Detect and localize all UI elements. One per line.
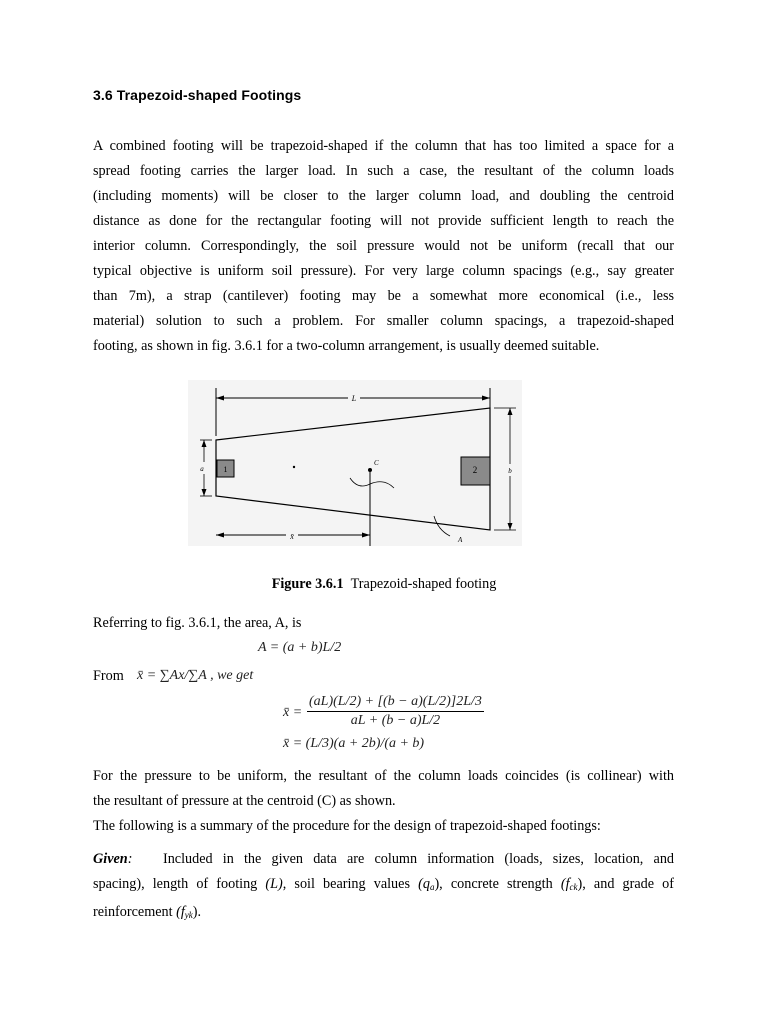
midpoint-dot-icon [293, 466, 295, 468]
bearing-symbol: (q [418, 876, 430, 892]
trapezoid-footing-figure [188, 380, 522, 546]
centroid-dot-icon [368, 468, 372, 472]
given-text-2b: , soil bearing values [282, 876, 419, 892]
uniform-line: the resultant of pressure at the centroid (C) as shown. [93, 793, 396, 809]
area-intro-text: Referring to fig. 3.6.1, the area, A, is [93, 615, 302, 631]
given-paragraph [93, 847, 674, 928]
length-label: L [351, 394, 357, 403]
given-line-1: Given: Included in the given data are column information (loads, sizes, location, and [93, 851, 675, 867]
intro-line: typical objective is uniform soil pressure). For very large column spacings (e.g., say greater [93, 263, 674, 279]
reinforcement-symbol: (f [176, 904, 185, 920]
intro-line: footing, as shown in fig. 3.6.1 for a two-column arrangement, is usually deemed suitable. [93, 338, 600, 354]
xbar-label: x̄ [290, 532, 294, 541]
given-text-2a: spacing), length of footing [93, 876, 266, 892]
intro-line: interior column. Correspondingly, the soil pressure would not be uniform (recall that our [93, 238, 674, 254]
uniform-pressure-paragraph [93, 764, 674, 839]
arrow-head-icon [202, 440, 207, 447]
centroid-definition-equation: x̄ = ∑Ax/∑A , we get [137, 668, 254, 683]
width-a-label: a [200, 465, 204, 473]
trapezoid-outline [216, 408, 490, 530]
arrow-head-icon [482, 396, 490, 401]
intro-paragraph [93, 134, 674, 359]
length-symbol: (L) [265, 876, 283, 892]
figure-caption-text: Trapezoid-shaped footing [350, 576, 497, 592]
area-equation: A = (a + b)L/2 [258, 640, 342, 655]
given-line-2 [93, 872, 674, 900]
column-1-label: 1 [223, 465, 228, 474]
arrow-head-icon [216, 533, 224, 538]
given-text-1: Included in the given data are column information (loads, sizes, location, and [162, 851, 675, 867]
uniform-line: The following is a summary of the procedure for the design of trapezoid-shaped footings: [93, 818, 601, 834]
figure-caption [0, 576, 768, 593]
centroid-label: C [374, 459, 379, 467]
arrow-head-icon [216, 396, 224, 401]
concrete-strength-symbol: (f [560, 876, 570, 892]
intro-line: distance as done for the rectangular footing will not provide sufficient length to reach the [93, 213, 674, 229]
given-label: Given [93, 851, 128, 867]
xbar-simplified-equation: x̄ = (L/3)(a + 2b)/(a + b) [283, 736, 425, 751]
from-label: From [93, 668, 124, 684]
section-heading: 3.6 Trapezoid-shaped Footings [93, 87, 302, 103]
column-2-label: 2 [472, 465, 478, 475]
given-text-2d: ), and grade of [577, 876, 675, 892]
centroid-arc [350, 478, 394, 488]
figure-caption-label: Figure 3.6.1 [271, 576, 344, 592]
intro-line: spread footing carries the larger load. In such a case, the resultant of the column loads [93, 163, 674, 179]
given-text-3a: reinforcement [93, 904, 177, 920]
arrow-head-icon [508, 408, 513, 415]
width-b-label: b [508, 467, 512, 475]
given-text-3b: ). [192, 904, 202, 920]
intro-line: A combined footing will be trapezoid-shaped if the column that has too limited a space for a [93, 138, 674, 154]
xbar-denominator: aL + (b − a)L/2 [350, 713, 441, 728]
arrow-head-icon [202, 489, 207, 496]
area-label: A [458, 536, 463, 544]
xbar-numerator: (aL)(L/2) + [(b − a)(L/2)]2L/3 [307, 694, 484, 712]
concrete-strength-subscript: ck [569, 882, 578, 892]
intro-line: material) solution to such a problem. For smaller column spacings, a trapezoid-shaped [93, 313, 674, 329]
xbar-fraction [307, 694, 484, 729]
arrow-head-icon [508, 523, 513, 530]
reinforcement-subscript: yk [184, 910, 193, 920]
arrow-head-icon [362, 533, 370, 538]
given-text-2c: ), concrete strength [434, 876, 561, 892]
bearing-subscript: a [429, 882, 435, 892]
uniform-line: For the pressure to be uniform, the resultant of the column loads coincides (is collinear) with [93, 768, 674, 784]
area-leader-line [434, 516, 450, 536]
intro-line: than 7m), a strap (cantilever) footing may be a somewhat more economical (i.e., less [93, 288, 674, 304]
given-line-3 [93, 900, 674, 928]
intro-line: (including moments) will be closer to the larger column load, and doubling the centroid [93, 188, 674, 204]
xbar-lhs: x̄ = [283, 705, 303, 720]
trapezoid-diagram [188, 380, 522, 546]
